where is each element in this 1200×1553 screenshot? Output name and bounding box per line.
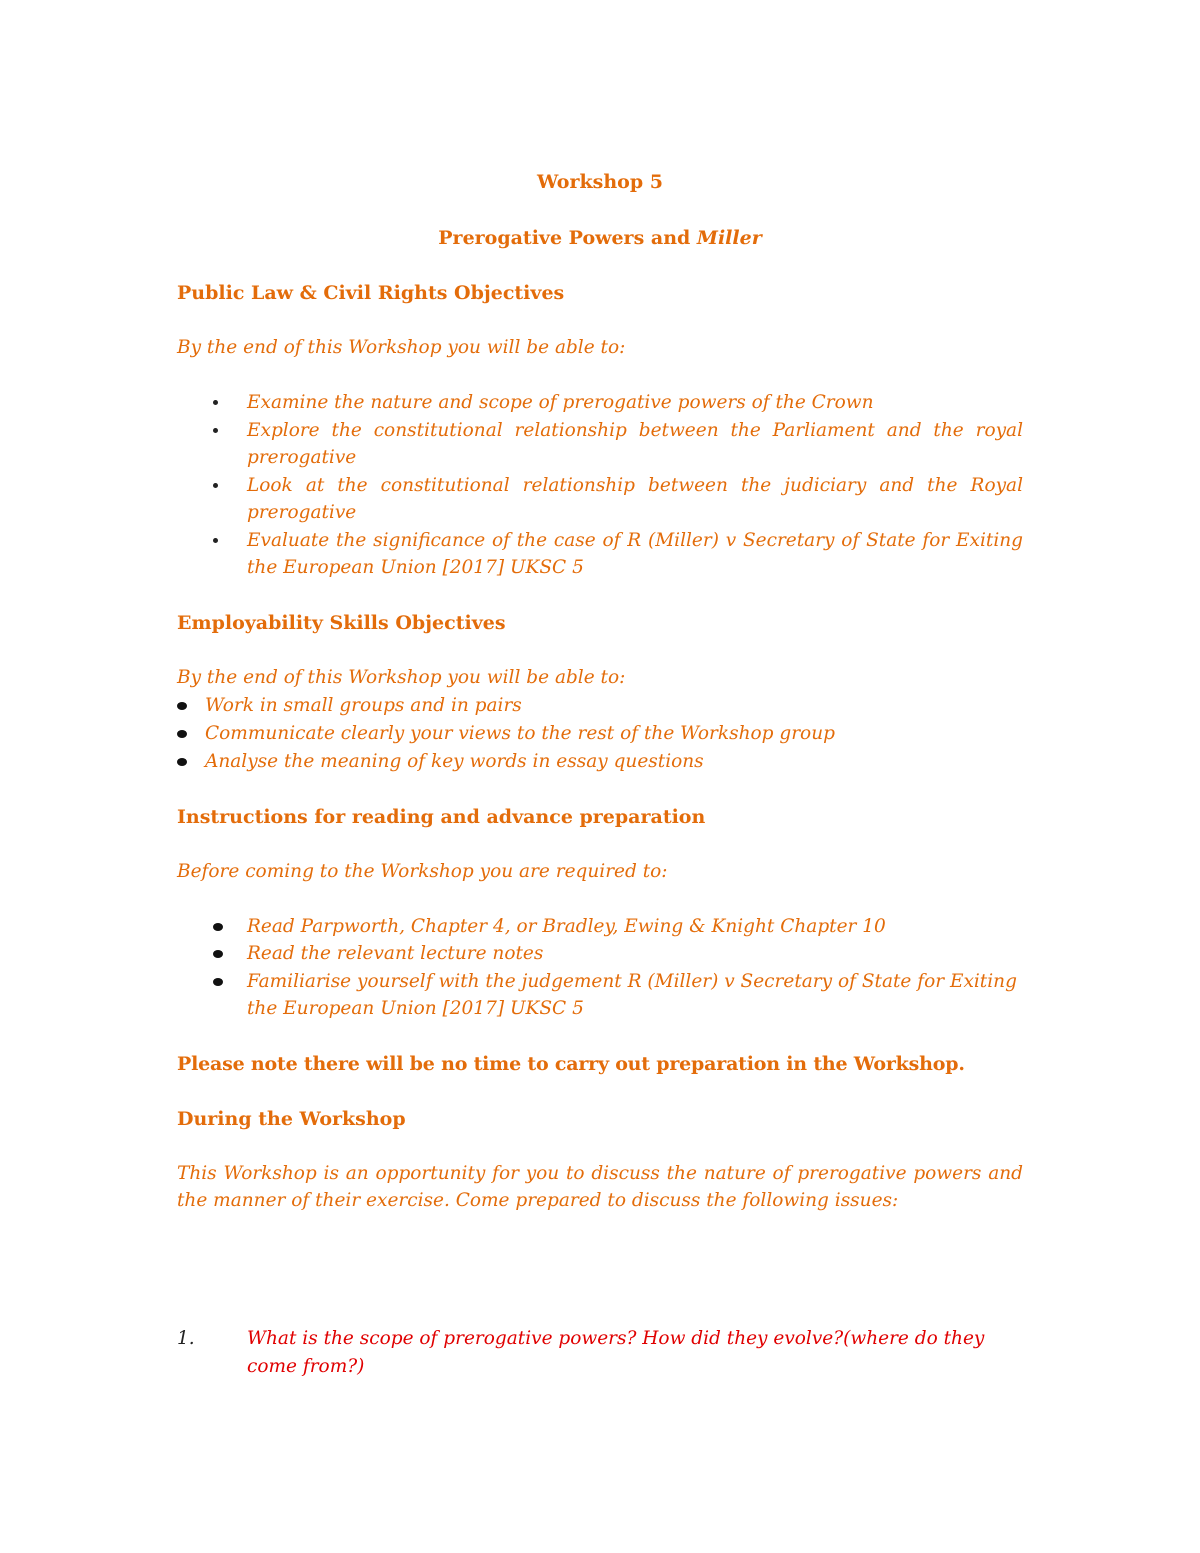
questions-list xyxy=(177,1325,1023,1381)
preparation-list xyxy=(177,913,1023,1023)
list-item xyxy=(177,527,1023,582)
public-law-objectives-list xyxy=(177,389,1023,582)
bullet-icon xyxy=(213,483,218,488)
list-item-text: Evaluate the significance of the case of R (Miller) v Secretary of State for Exiting the European Union [2017] UKSC 5 xyxy=(247,529,1023,578)
list-item-text: Explore the constitutional relationship between the Parliament and the royal prerogative xyxy=(247,419,1023,468)
bullet-icon xyxy=(213,538,218,543)
list-item-text: Analyse the meaning of key words in essay questions xyxy=(205,750,704,772)
list-item xyxy=(177,389,1023,417)
list-item xyxy=(177,940,1023,968)
public-law-intro: By the end of this Workshop you will be able to: xyxy=(177,337,626,358)
employability-objectives-list xyxy=(177,692,1023,776)
document-subtitle xyxy=(177,224,1023,252)
list-item xyxy=(177,472,1023,527)
document-title: Workshop 5 xyxy=(537,171,663,193)
list-item xyxy=(177,913,1023,941)
list-item xyxy=(177,692,1023,720)
bullet-icon xyxy=(213,400,218,405)
question-number: 1. xyxy=(177,1327,195,1349)
document-content xyxy=(177,168,1023,1381)
during-paragraph: This Workshop is an opportunity for you to discuss the nature of prerogative powers and the manner of their exercise. Come prepared to discuss the following issues: xyxy=(177,1162,1023,1211)
subtitle-italic: Miller xyxy=(696,227,762,249)
bullet-icon xyxy=(213,978,223,986)
list-item-text: Read the relevant lecture notes xyxy=(247,943,544,964)
list-item xyxy=(177,968,1023,1023)
public-law-heading: Public Law & Civil Rights Objectives xyxy=(177,282,565,304)
bullet-icon xyxy=(177,758,187,766)
preparation-heading: Instructions for reading and advance preparation xyxy=(177,805,706,828)
list-item-text: Communicate clearly your views to the rest of the Workshop group xyxy=(205,722,835,744)
question-item xyxy=(177,1325,1023,1381)
list-item xyxy=(177,748,1023,776)
bullet-icon xyxy=(213,950,223,958)
bullet-icon xyxy=(213,428,218,433)
preparation-note: Please note there will be no time to carry out preparation in the Workshop. xyxy=(177,1052,965,1075)
list-item-text: Work in small groups and in pairs xyxy=(205,694,522,716)
subtitle-text: Prerogative Powers and xyxy=(438,227,697,249)
list-item xyxy=(177,720,1023,748)
employability-intro: By the end of this Workshop you will be able to: xyxy=(177,666,626,688)
preparation-intro: Before coming to the Workshop you are required to: xyxy=(177,860,668,882)
list-item-text: Look at the constitutional relationship between the judiciary and the Royal prerogative xyxy=(247,474,1023,523)
question-text: What is the scope of prerogative powers? How did they evolve?(where do they come from?) xyxy=(247,1327,985,1377)
bullet-icon xyxy=(177,702,187,710)
list-item xyxy=(177,417,1023,472)
list-item-text: Familiarise yourself with the judgement R (Miller) v Secretary of State for Exiting the European Union [2017] UKSC 5 xyxy=(247,970,1017,1019)
list-item-text: Read Parpworth, Chapter 4, or Bradley, Ewing & Knight Chapter 10 xyxy=(247,915,886,937)
employability-heading: Employability Skills Objectives xyxy=(177,611,506,634)
during-heading: During the Workshop xyxy=(177,1107,406,1130)
bullet-icon xyxy=(177,730,187,738)
bullet-icon xyxy=(213,923,223,931)
list-item-text: Examine the nature and scope of prerogative powers of the Crown xyxy=(247,392,874,413)
